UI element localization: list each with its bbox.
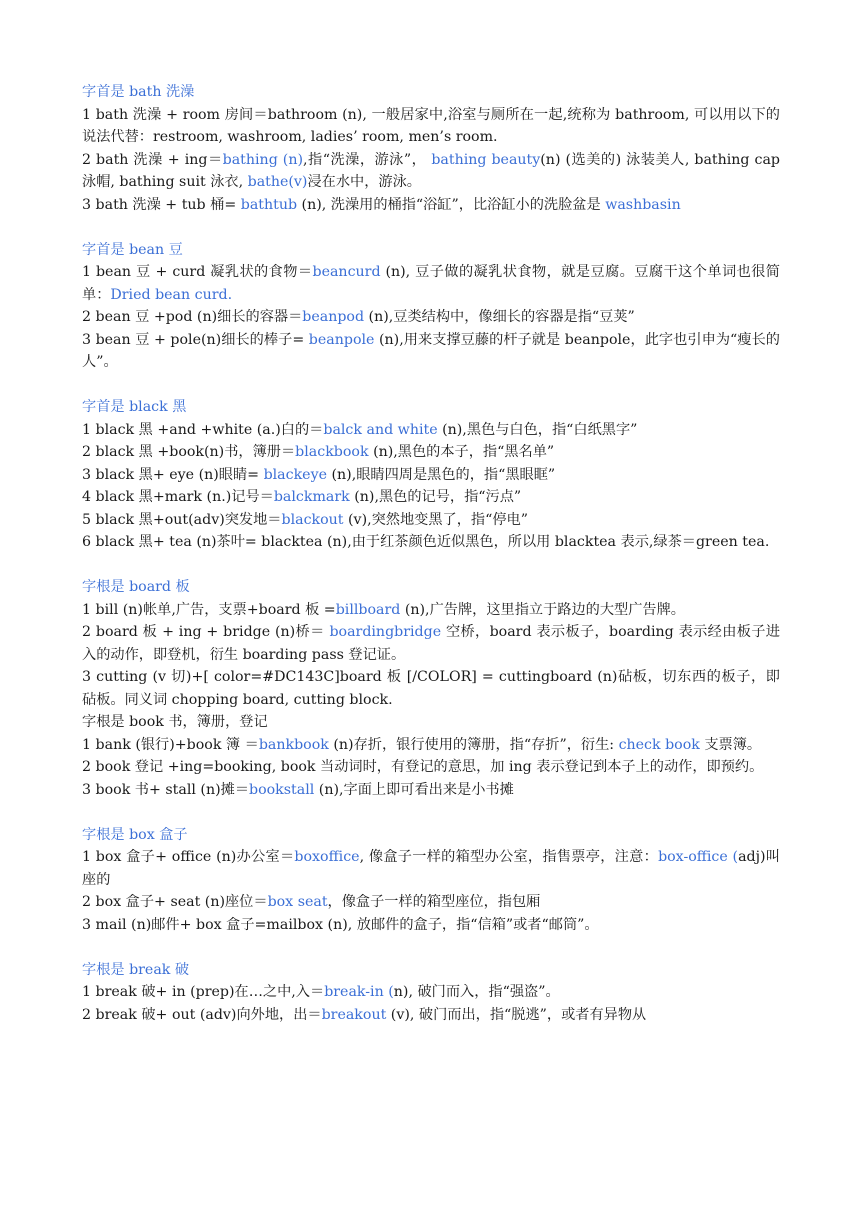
- text-run: (n),黑色与白色，指“白纸黑字”: [437, 421, 638, 438]
- text-run: (n),眼睛四周是黑色的，指“黑眼眶”: [327, 466, 556, 483]
- text-run: 2 box 盒子+ seat (n)座位＝: [82, 894, 268, 910]
- highlighted-term: bathing beauty: [431, 151, 541, 168]
- text-run: (v), 破门而出，指“脱逃”，或者有异物从: [386, 1006, 647, 1023]
- paragraph: [82, 486, 780, 509]
- paragraph: [82, 1004, 780, 1027]
- paragraph: [82, 621, 780, 666]
- text-run: (n),豆类结构中，像细长的容器是指“豆荚”: [364, 309, 635, 325]
- text-run: 1 black 黑 +and +white (a.)白的＝: [82, 421, 324, 438]
- paragraph: [82, 981, 780, 1004]
- highlighted-term: bathe(v): [247, 174, 308, 190]
- text-run: 2 bath 洗澡 + ing＝: [82, 151, 223, 168]
- section: [82, 239, 780, 374]
- text-run: , 像盒子一样的箱型办公室，指售票亭，注意：: [359, 849, 659, 865]
- section: [82, 576, 780, 801]
- text-run: 1 break 破+ in (prep)在…之中,入＝: [82, 984, 325, 1000]
- section-heading: 字根是 board 板: [82, 579, 190, 595]
- text-run: (n),用来支撑豆藤的杆子就是 beanpole，此字也引申为“瘦长的人”。: [82, 331, 780, 370]
- highlighted-term: balck and white: [323, 421, 438, 438]
- highlighted-term: boxoffice: [294, 849, 360, 865]
- text-run: (v),突然地变黑了，指“停电”: [343, 511, 529, 528]
- text-run: 1 bath 洗澡 + room 房间＝bathroom (n), 一般居家中,浴室与厕所在一起,统称为 bathroom, 可以用以下的说法代替：restroom, washroom, ladies’ room, men’s room.: [82, 106, 780, 145]
- text-run: 字根是 book 书，簿册，登记: [82, 714, 268, 730]
- text-run: (n),字面上即可看出来是小书摊: [314, 781, 514, 798]
- text-run: 1 box 盒子+ office (n)办公室＝: [82, 849, 295, 865]
- highlighted-term: washbasin: [605, 196, 681, 213]
- text-run: (n) (选美的) 泳装美人, bathing cap 泳帽, bathing suit 泳衣,: [82, 151, 781, 190]
- text-run: (n),广告牌，这里指立于路边的大型广告牌。: [400, 601, 685, 618]
- text-run: 1 bank (银行)+book 簿 ＝: [82, 736, 259, 753]
- text-run: 6 black 黑+ tea (n)茶叶= blacktea (n),由于红茶颜色近似黑色，所以用 blacktea 表示,绿茶＝green tea.: [82, 534, 770, 550]
- paragraph: [82, 329, 780, 374]
- highlighted-term: box-office (: [658, 849, 739, 865]
- text-run: 2 book 登记 +ing=booking, book 当动词时，有登记的意思，加 ing 表示登记到本子上的动作，即预约。: [82, 759, 764, 775]
- section: [82, 81, 780, 216]
- section-heading: 字首是 bath 洗澡: [82, 84, 195, 100]
- highlighted-term: beanpole: [308, 331, 375, 348]
- text-run: 3 bean 豆 + pole(n)细长的棒子=: [82, 331, 309, 348]
- text-run: 空桥，board 表示板子，boarding 表示经由板子进入的动作，即登机，衍生 boarding pass 登记证。: [82, 624, 780, 663]
- paragraph: [82, 599, 780, 622]
- paragraph: [82, 261, 780, 306]
- text-run: (n), 洗澡用的桶指“浴缸”，比浴缸小的洗脸盆是: [297, 196, 606, 213]
- text-run: (n),黑色的本子，指“黑名单”: [368, 444, 555, 460]
- paragraph: [82, 149, 780, 194]
- text-run: 5 black 黑+out(adv)突发地＝: [82, 511, 282, 528]
- text-run: 浸在水中，游泳。: [307, 174, 421, 190]
- highlighted-term: bankbook: [258, 736, 329, 753]
- text-run: 1 bill (n)帐单,广告，支票+board 板 =: [82, 601, 336, 618]
- text-run: ，像盒子一样的箱型座位，指包厢: [327, 894, 541, 910]
- section: [82, 959, 780, 1027]
- text-run: 1 bean 豆 + curd 凝乳状的食物＝: [82, 264, 313, 280]
- text-run: adj)叫座的: [82, 849, 780, 888]
- paragraph: [82, 711, 780, 734]
- highlighted-term: boardingbridge: [329, 624, 442, 640]
- text-run: 3 bath 洗澡 + tub 桶=: [82, 196, 241, 213]
- section-heading: 字根是 box 盒子: [82, 826, 188, 843]
- highlighted-term: bookstall: [249, 781, 315, 798]
- section: [82, 396, 780, 554]
- text-run: 2 board 板 + ing + bridge (n)桥＝: [82, 624, 330, 640]
- text-run: 3 cutting (v 切)+[ color=#DC143C]board 板 [/COLOR] = cuttingboard (n)砧板，切东西的板子，即砧板。同义词 chopping board, cutting block.: [82, 669, 780, 708]
- highlighted-term: break-in (: [324, 984, 394, 1000]
- text-run: 2 black 黑 +book(n)书，簿册＝: [82, 444, 296, 460]
- highlighted-term: check book: [618, 736, 700, 753]
- paragraph: [82, 194, 780, 217]
- paragraph: [82, 306, 780, 329]
- highlighted-term: billboard: [335, 601, 401, 618]
- highlighted-term: Dried bean curd.: [110, 286, 233, 303]
- highlighted-term: blackout: [281, 511, 344, 528]
- highlighted-term: beanpod: [302, 309, 365, 325]
- highlighted-term: beancurd: [312, 264, 381, 280]
- paragraph: [82, 531, 780, 554]
- paragraph: [82, 846, 780, 891]
- paragraph: [82, 441, 780, 464]
- paragraph: [82, 104, 780, 149]
- paragraph: [82, 734, 780, 757]
- text-run: 4 black 黑+mark (n.)记号＝: [82, 489, 274, 505]
- text-run: ,指“洗澡，游泳”，: [303, 151, 432, 168]
- paragraph: [82, 666, 780, 711]
- section-heading: 字根是 break 破: [82, 961, 190, 978]
- highlighted-term: balckmark: [273, 489, 350, 505]
- text-run: 3 black 黑+ eye (n)眼睛=: [82, 466, 264, 483]
- paragraph: [82, 509, 780, 532]
- text-run: (n),黑色的记号，指“污点”: [349, 489, 522, 505]
- paragraph: [82, 464, 780, 487]
- paragraph: [82, 756, 780, 779]
- paragraph: [82, 419, 780, 442]
- text-run: 3 book 书+ stall (n)摊＝: [82, 781, 250, 798]
- section-heading: 字首是 bean 豆: [82, 241, 183, 258]
- text-run: 2 bean 豆 +pod (n)细长的容器＝: [82, 309, 303, 325]
- highlighted-term: breakout: [321, 1006, 387, 1023]
- text-run: 3 mail (n)邮件+ box 盒子=mailbox (n), 放邮件的盒子，指“信箱”或者“邮筒”。: [82, 916, 599, 933]
- text-run: (n)存折，银行使用的簿册，指“存折”，衍生:: [328, 736, 619, 753]
- highlighted-term: blackbook: [295, 444, 369, 460]
- paragraph: [82, 914, 780, 937]
- paragraph: [82, 779, 780, 802]
- text-run: 2 break 破+ out (adv)向外地，出＝: [82, 1006, 322, 1023]
- paragraph: [82, 891, 780, 914]
- highlighted-term: bathtub: [240, 196, 298, 213]
- text-run: (n), 豆子做的凝乳状食物，就是豆腐。豆腐干这个单词也很简单：: [82, 264, 780, 303]
- highlighted-term: bathing (n): [222, 151, 303, 168]
- text-run: n), 破门而入，指“强盗”。: [393, 984, 560, 1000]
- section: [82, 824, 780, 937]
- highlighted-term: box seat: [267, 894, 328, 910]
- text-run: 支票簿。: [699, 736, 762, 753]
- section-heading: 字首是 black 黑: [82, 399, 187, 415]
- highlighted-term: blackeye: [263, 466, 327, 483]
